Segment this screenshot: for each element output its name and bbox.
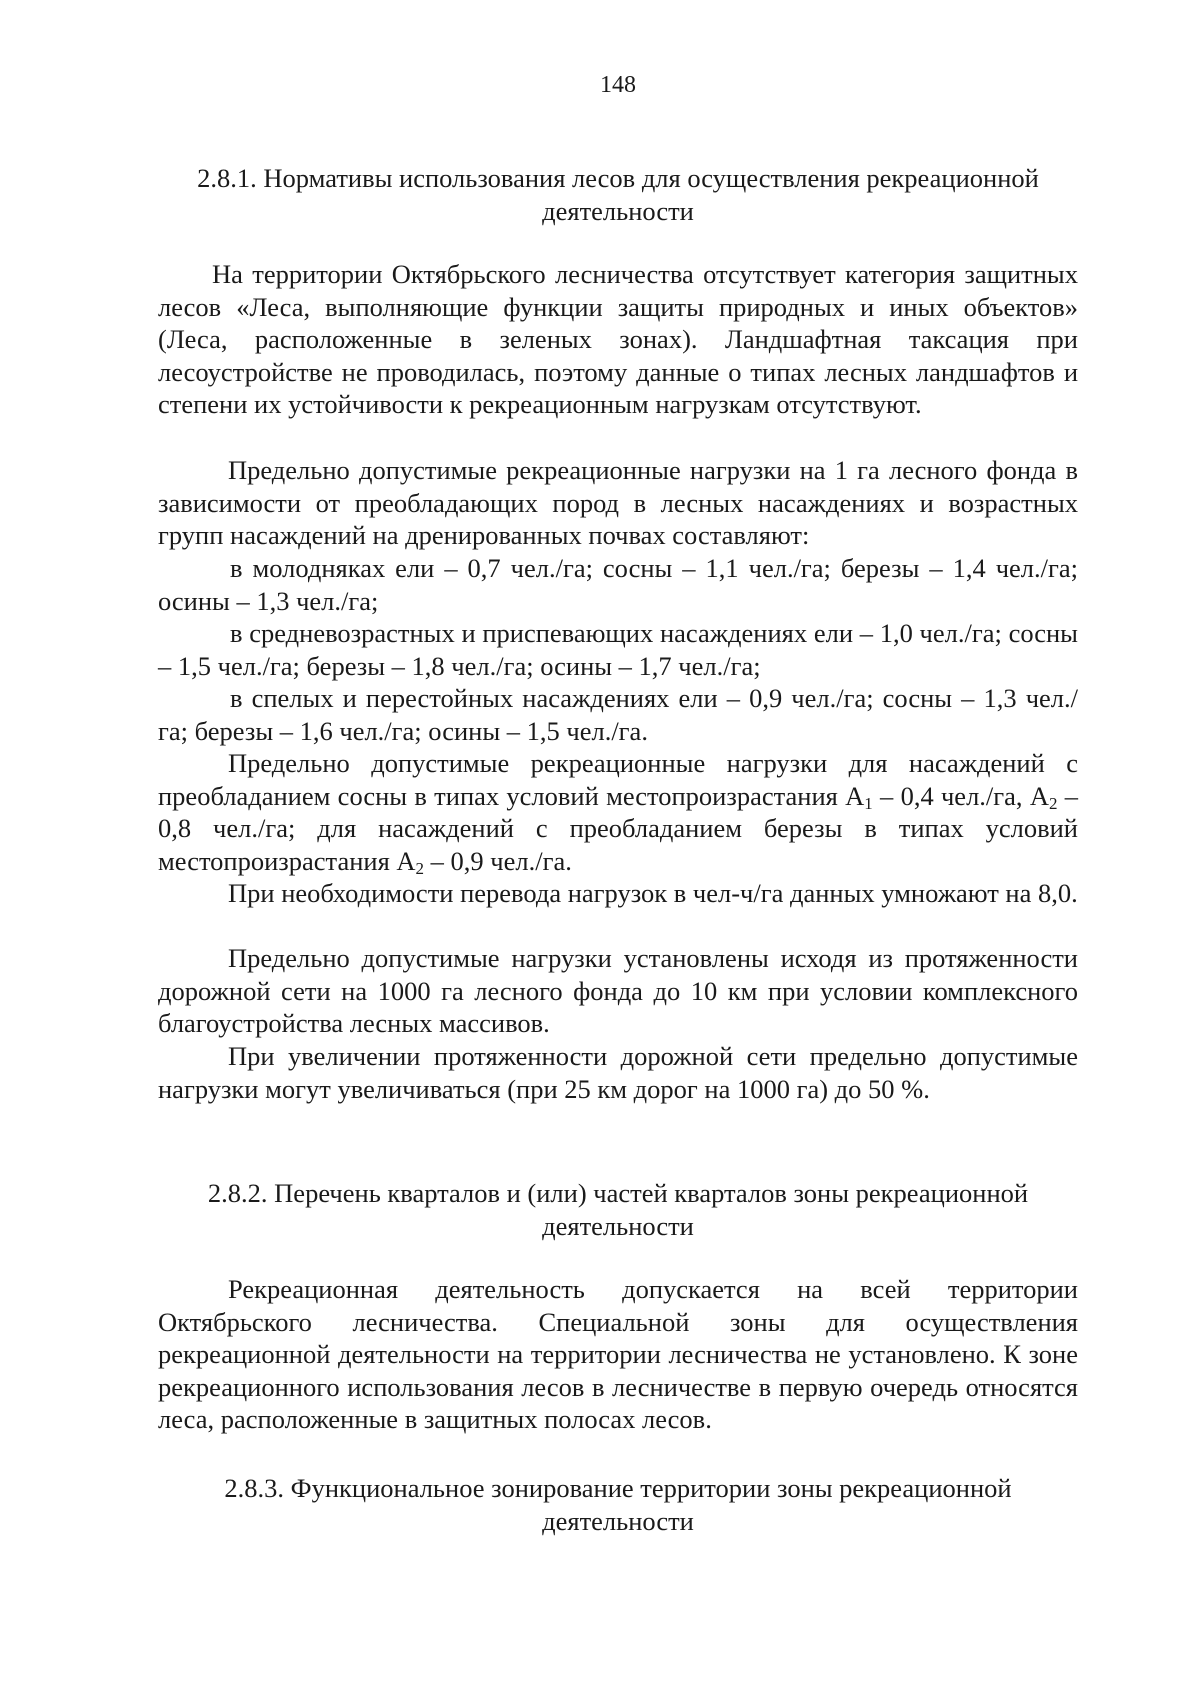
paragraph: в молодняках ели – 0,7 чел./га; сосны – 1,1 чел./га; березы – 1,4 чел./га; осины – 1,3 чел./га; bbox=[158, 553, 1078, 616]
document-page bbox=[158, 0, 1078, 1697]
paragraph: в средневозрастных и приспевающих насаждениях ели – 1,0 чел./га; сосны – 1,5 чел./га; березы – 1,8 чел./га; осины – 1,7 чел./га; bbox=[158, 618, 1078, 681]
text-run: – 0,8 чел./га; для насаждений с преобладанием березы в типах условий местопроизрастания А bbox=[158, 780, 1079, 876]
section-heading-line: деятельности bbox=[542, 1506, 694, 1536]
paragraph: Рекреационная деятельность допускается на всей территории Октябрьского лесничества. Специальной зоны для осуществления рекреационной деятельности на территории лесничества не установлено. К зоне рекреационного использования лесов в лесничестве в первую очередь относятся леса, расположенные в защитных полосах лесов. bbox=[158, 1274, 1078, 1434]
section-heading-line: 2.8.1. Нормативы использования лесов для осуществления рекреационной bbox=[197, 163, 1039, 193]
section-heading-2-8-2 bbox=[158, 1177, 1078, 1243]
subscript: 2 bbox=[1048, 793, 1058, 813]
paragraph bbox=[158, 747, 1078, 877]
paragraph: На территории Октябрьского лесничества отсутствует категория защитных лесов «Леса, выполняющие функции защиты природных и иных объектов» (Леса, расположенные в зеленых зонах). Ландшафтная таксация при лесоустройстве не проводилась, поэтому данные о типах лесных ландшафтов и степени их устойчивости к рекреационным нагрузкам отсутствуют. bbox=[158, 259, 1078, 419]
section-heading-2-8-1 bbox=[158, 162, 1078, 228]
paragraph: Предельно допустимые рекреационные нагрузки на 1 га лесного фонда в зависимости от преобладающих пород в лесных насаждениях и возрастных групп насаждений на дренированных почвах составляют: bbox=[158, 455, 1078, 550]
subscript: 1 bbox=[864, 793, 873, 813]
section-heading-line: 2.8.3. Функциональное зонирование территории зоны рекреационной bbox=[224, 1473, 1012, 1503]
page-number: 148 bbox=[600, 72, 636, 98]
paragraph: Предельно допустимые нагрузки установлены исходя из протяженности дорожной сети на 1000 га лесного фонда до 10 км при условии комплексного благоустройства лесных массивов. bbox=[158, 943, 1078, 1038]
section-heading-line: деятельности bbox=[542, 1211, 694, 1241]
text-run: – 0,4 чел./га, А bbox=[872, 780, 1049, 811]
text-run: Предельно допустимые рекреационные нагрузки для насаждений с преобладанием сосны в типах условий местопроизрастания А bbox=[158, 748, 1078, 811]
paragraph: При увеличении протяженности дорожной сети предельно допустимые нагрузки могут увеличиваться (при 25 км дорог на 1000 га) до 50 %. bbox=[158, 1041, 1078, 1104]
paragraph: При необходимости перевода нагрузок в чел-ч/га данных умножают на 8,0. bbox=[228, 878, 1078, 908]
section-heading-line: 2.8.2. Перечень кварталов и (или) частей кварталов зоны рекреационной bbox=[207, 1178, 1029, 1208]
text-run: – 0,9 чел./га. bbox=[424, 845, 572, 876]
subscript: 2 bbox=[415, 858, 425, 878]
section-heading-2-8-3 bbox=[158, 1472, 1078, 1538]
section-heading-line: деятельности bbox=[542, 196, 694, 226]
paragraph: в спелых и перестойных насаждениях ели – 0,9 чел./га; сосны – 1,3 чел./га; березы – 1,6 чел./га; осины – 1,5 чел./га. bbox=[158, 683, 1078, 746]
